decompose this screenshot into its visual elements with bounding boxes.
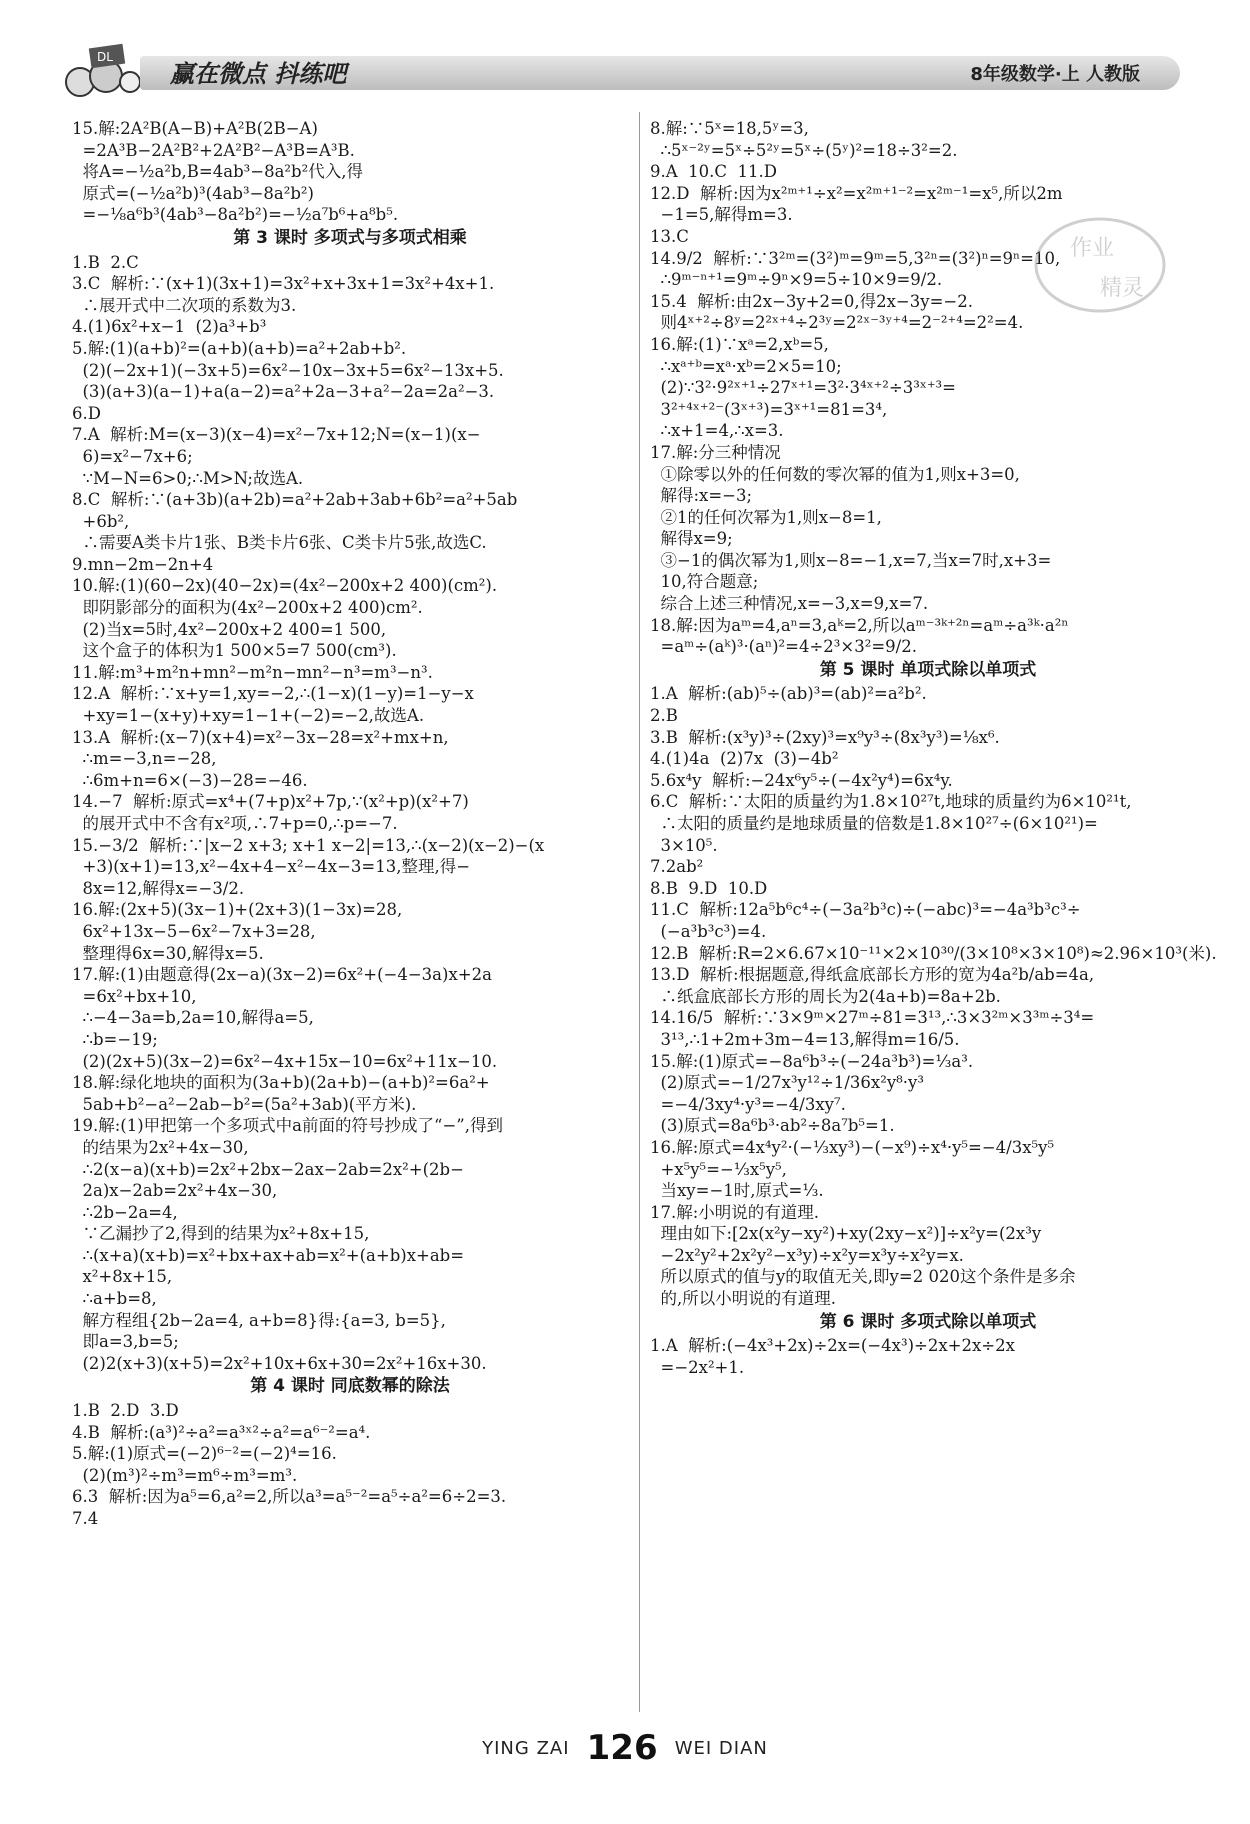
answer-line: ∴5ˣ⁻²ʸ=5ˣ÷5²ʸ=5ˣ÷(5ʸ)²=18÷3²=2. [650, 140, 958, 160]
answer-line: 13.D 解析:根据题意,得纸盒底部长方形的宽为4a²b/ab=4a, [650, 965, 1095, 985]
left-column [72, 118, 628, 1530]
answer-line: ∴6m+n=6×(−3)−28=−46. [72, 770, 308, 790]
answer-line: 14.9/2 解析:∵3²ᵐ=(3²)ᵐ=9ᵐ=5,3²ⁿ=(3²)ⁿ=9ⁿ=10, [650, 248, 1061, 268]
answer-line: 16.解:(1)∵xᵃ=2,xᵇ=5, [650, 334, 829, 354]
answer-line: ∴m=−3,n=−28, [72, 749, 217, 769]
answer-line: 19.解:(1)甲把第一个多项式中a前面的符号抄成了“−”,得到 [72, 1116, 503, 1136]
answer-line: 11.解:m³+m²n+mn²−m²n−mn²−n³=m³−n³. [72, 662, 433, 682]
answer-line: 13.A 解析:(x−7)(x+4)=x²−3x−28=x²+mx+n, [72, 727, 449, 747]
footer-right-text: WEI DIAN [674, 1737, 768, 1759]
answer-line: 即阴影部分的面积为(4x²−200x+2 400)cm². [72, 598, 423, 618]
answer-line: 12.A 解析:∵x+y=1,xy=−2,∴(1−x)(1−y)=1−y−x [72, 684, 474, 704]
page-number: 126 [586, 1728, 658, 1768]
answer-line: ①除零以外的任何数的零次幂的值为1,则x+3=0, [650, 464, 1020, 484]
answer-line: x²+8x+15, [72, 1267, 173, 1287]
answer-line: 10,符合题意; [650, 572, 759, 592]
answer-line: 1.B 2.C [72, 252, 139, 272]
answer-line: 这个盒子的体积为1 500×5=7 500(cm³). [72, 641, 397, 661]
answer-line: (2)当x=5时,4x²−200x+2 400=1 500, [72, 619, 387, 639]
answer-line: 当xy=−1时,原式=⅓. [650, 1181, 824, 1201]
answer-line: 1.A 解析:(−4x³+2x)÷2x=(−4x³)÷2x+2x÷2x [650, 1336, 1015, 1356]
answer-line: (3)原式=8a⁶b³·ab²÷8a⁷b⁵=1. [650, 1116, 895, 1136]
answer-line: 3.B 解析:(x³y)³÷(2xy)³=x⁹y³÷(8x³y³)=⅛x⁶. [650, 727, 1000, 747]
answer-line: 16.解:(2x+5)(3x−1)+(2x+3)(1−3x)=28, [72, 900, 403, 920]
answer-line: 4.(1)4a (2)7x (3)−4b² [650, 749, 839, 769]
svg-text:作业: 作业 [1070, 236, 1115, 261]
answer-line: =−4/3xy⁴·y³=−4/3xy⁷. [650, 1094, 846, 1114]
answer-line: ∴需要A类卡片1张、B类卡片6张、C类卡片5张,故选C. [72, 533, 487, 553]
answer-line: 1.A 解析:(ab)⁵÷(ab)³=(ab)²=a²b². [650, 684, 927, 704]
answer-line: 17.解:分三种情况 [650, 442, 781, 462]
answer-line: 3.C 解析:∵(x+1)(3x+1)=3x²+x+3x+1=3x²+4x+1. [72, 274, 495, 294]
answer-line: −1=5,解得m=3. [650, 205, 793, 225]
answer-line: ∴太阳的质量约是地球质量的倍数是1.8×10²⁷÷(6×10²¹)= [650, 814, 1098, 833]
answer-line: 9.mn−2m−2n+4 [72, 554, 214, 574]
answer-line: 9.A 10.C 11.D [650, 162, 777, 182]
footer-left-text: YING ZAI [482, 1737, 570, 1759]
answer-line: (2)(m³)²÷m³=m⁶÷m³=m³. [72, 1465, 298, 1485]
answer-line: ∵乙漏抄了2,得到的结果为x²+8x+15, [72, 1224, 370, 1244]
answer-line: 4.B 解析:(a³)²÷a²=a³ˣ²÷a²=a⁶⁻²=a⁴. [72, 1422, 371, 1442]
page-footer [0, 1728, 1250, 1768]
answer-line: 3×10⁵. [650, 835, 718, 855]
answer-line: 即a=3,b=5; [72, 1332, 179, 1352]
answer-line: +6b², [72, 511, 130, 531]
answer-line: 17.解:小明说的有道理. [650, 1202, 820, 1222]
answer-line: 3²⁺⁴ˣ⁺²⁻(3ˣ⁺³)=3ˣ⁺¹=81=3⁴, [650, 399, 888, 419]
answer-line: 原式=(−½a²b)³(4ab³−8a²b²) [72, 183, 314, 203]
answer-line: 15.解:2A²B(A−B)+A²B(2B−A) [72, 119, 318, 138]
answer-line: (2)2(x+3)(x+5)=2x²+10x+6x+30=2x²+16x+30. [72, 1353, 487, 1373]
answer-line: 6.D [72, 403, 101, 423]
answer-line: 8x=12,解得x=−3/2. [72, 878, 245, 898]
watermark-stamp-icon [1030, 210, 1170, 320]
answer-line: 7.2ab² [650, 857, 704, 877]
answer-line: ∴a+b=8, [72, 1289, 157, 1309]
answer-line: =−2x²+1. [650, 1357, 745, 1377]
answer-line: 8.C 解析:∵(a+3b)(a+2b)=a²+2ab+3ab+6b²=a²+5ab [72, 490, 518, 510]
answer-line: ③−1的偶次幂为1,则x−8=−1,x=7,当x=7时,x+3= [650, 550, 1052, 570]
answer-line: (2)(−2x+1)(−3x+5)=6x²−10x−3x+5=6x²−13x+5. [72, 360, 504, 380]
answer-line: 的,所以小明说的有道理. [650, 1289, 836, 1309]
answer-line: 6.C 解析:∵太阳的质量约为1.8×10²⁷t,地球的质量约为6×10²¹t, [650, 792, 1132, 812]
answer-line: 1.B 2.D 3.D [72, 1401, 179, 1421]
answer-line: 8.解:∵5ˣ=18,5ʸ=3, [650, 119, 809, 138]
answer-line: ∴x+1=4,∴x=3. [650, 421, 784, 441]
answer-line: 6.3 解析:因为a⁵=6,a²=2,所以a³=a⁵⁻²=a⁵÷a²=6÷2=3. [72, 1487, 507, 1507]
answer-line: 解得:x=−3; [650, 486, 753, 506]
answer-line: 14.16/5 解析:∵3×9ᵐ×27ᵐ÷81=3¹³,∴3×3²ᵐ×3³ᵐ÷3⁴= [650, 1008, 1095, 1028]
answer-line: 5.6x⁴y 解析:−24x⁶y⁵÷(−4x²y⁴)=6x⁴y. [650, 770, 953, 790]
answer-line: +x⁵y⁵=−⅓x⁵y⁵, [650, 1159, 787, 1179]
answer-line: 将A=−½a²b,B=4ab³−8a²b²代入,得 [72, 162, 363, 182]
section-heading: 第 4 课时 同底数幂的除法 [250, 1376, 450, 1397]
answer-line: =−⅛a⁶b³(4ab³−8a²b²)=−½a⁷b⁶+a⁸b⁵. [72, 205, 399, 225]
answer-line: 14.−7 解析:原式=x⁴+(7+p)x²+7p,∵(x²+p)(x²+7) [72, 792, 469, 812]
answer-line: ∴b=−19; [72, 1029, 158, 1049]
answer-line: 理由如下:[2x(x²y−xy²)+xy(2xy−x²)]÷x²y=(2x³y [650, 1224, 1042, 1244]
brand-title: 赢在微点 抖练吧 [170, 59, 347, 88]
section-heading: 第 3 课时 多项式与多项式相乘 [233, 227, 467, 248]
answer-line: 整理得6x=30,解得x=5. [72, 943, 264, 963]
section-heading: 第 6 课时 多项式除以单项式 [819, 1311, 1037, 1332]
answer-line: ∴纸盒底部长方形的周长为2(4a+b)=8a+2b. [650, 986, 1001, 1006]
answer-line: 18.解:绿化地块的面积为(3a+b)(2a+b)−(a+b)²=6a²+ [72, 1073, 490, 1093]
answer-line: 4.(1)6x²+x−1 (2)a³+b³ [72, 317, 267, 337]
answer-line: 解方程组{2b−2a=4, a+b=8}得:{a=3, b=5}, [72, 1310, 446, 1330]
answer-line: −2x²y²+2x²y²−x³y)÷x²y=x³y÷x²y=x. [650, 1245, 964, 1265]
answer-line: 12.B 解析:R=2×6.67×10⁻¹¹×2×10³⁰/(3×10⁸×3×10⁸)≈2.96×10³(米). [650, 943, 1217, 963]
answer-line: 2a)x−2ab=2x²+4x−30, [72, 1181, 278, 1201]
answer-line: 8.B 9.D 10.D [650, 878, 768, 898]
answer-line: ∵M−N=6>0;∴M>N;故选A. [72, 468, 304, 488]
answer-line: =6x²+bx+10, [72, 986, 197, 1006]
column-divider [639, 112, 640, 1712]
answer-line: (2)原式=−1/27x³y¹²÷1/36x²y⁸·y³ [650, 1073, 924, 1093]
answer-line: 解得x=9; [650, 529, 733, 549]
answer-line: ∴−4−3a=b,2a=10,解得a=5, [72, 1008, 314, 1028]
answer-line: =aᵐ÷(aᵏ)³·(aⁿ)²=4÷2³×3²=9/2. [650, 637, 917, 657]
answer-line: 7.4 [72, 1509, 99, 1528]
answer-line: 15.4 解析:由2x−3y+2=0,得2x−3y=−2. [650, 291, 973, 311]
answer-line: 16.解:原式=4x⁴y²·(−⅓xy³)−(−x⁹)÷x⁴·y⁵=−4/3x⁵y⁵ [650, 1137, 1055, 1157]
answer-line: 则4ˣ⁺²÷8ʸ=2²ˣ⁺⁴÷2³ʸ=2²ˣ⁻³ʸ⁺⁴=2⁻²⁺⁴=2²=4. [650, 313, 1024, 333]
answer-line: 6)=x²−7x+6; [72, 446, 193, 466]
answer-line: ∴2(x−a)(x+b)=2x²+2bx−2ax−2ab=2x²+(2b− [72, 1159, 464, 1179]
answer-line: 5.解:(1)(a+b)²=(a+b)(a+b)=a²+2ab+b². [72, 338, 407, 358]
answer-line: =2A³B−2A²B²+2A²B²−A³B=A³B. [72, 140, 355, 160]
svg-text:精灵: 精灵 [1100, 276, 1145, 301]
answer-line: +3)(x+1)=13,x²−4x+4−x²−4x−3=13,整理,得− [72, 857, 471, 877]
answer-line: 17.解:(1)由题意得(2x−a)(3x−2)=6x²+(−4−3a)x+2a [72, 965, 492, 985]
answer-line: ∴(x+a)(x+b)=x²+bx+ax+ab=x²+(a+b)x+ab= [72, 1245, 465, 1265]
answer-line: ∴2b−2a=4, [72, 1202, 178, 1222]
answer-line: (2)∵3²·9²ˣ⁺¹÷27ˣ⁺¹=3²·3⁴ˣ⁺²÷3³ˣ⁺³= [650, 378, 956, 398]
answer-line: 18.解:因为aᵐ=4,aⁿ=3,aᵏ=2,所以aᵐ⁻³ᵏ⁺²ⁿ=aᵐ÷a³ᵏ·a²ⁿ [650, 615, 1069, 635]
answer-line: 11.C 解析:12a⁵b⁶c⁴÷(−3a²b³c)÷(−abc)³=−4a³b³c³÷ [650, 900, 1081, 920]
answer-line: 5.解:(1)原式=(−2)⁶⁻²=(−2)⁴=16. [72, 1444, 337, 1464]
answer-line: 7.A 解析:M=(x−3)(x−4)=x²−7x+12;N=(x−1)(x− [72, 425, 481, 445]
answer-line: 15.−3/2 解析:∵|x−2 x+3; x+1 x−2|=13,∴(x−2)(x−2)−(x [72, 835, 545, 855]
answer-line: 5ab+b²−a²−2ab−b²=(5a²+3ab)(平方米). [72, 1094, 417, 1114]
answer-line: 所以原式的值与y的取值无关,即y=2 020这个条件是多余 [650, 1267, 1076, 1287]
section-heading: 第 5 课时 单项式除以单项式 [819, 659, 1037, 680]
answer-line: ∴xᵃ⁺ᵇ=xᵃ·xᵇ=2×5=10; [650, 356, 842, 376]
logo-text: DL [97, 50, 113, 64]
page-header [60, 42, 1200, 102]
answer-line: ∴9ᵐ⁻ⁿ⁺¹=9ᵐ÷9ⁿ×9=5÷10×9=9/2. [650, 270, 943, 290]
answer-line: 6x²+13x−5−6x²−7x+3=28, [72, 921, 316, 941]
answer-line: 2.B [650, 706, 678, 726]
answer-line: 13.C [650, 226, 689, 246]
answer-line: 综合上述三种情况,x=−3,x=9,x=7. [650, 594, 929, 614]
answer-line: (−a³b³c³)=4. [650, 921, 767, 941]
answer-line: 的展开式中不含有x²项,∴7+p=0,∴p=−7. [72, 814, 398, 833]
answer-line: (2)(2x+5)(3x−2)=6x²−4x+15x−10=6x²+11x−10. [72, 1051, 498, 1071]
answer-line: ②1的任何次幂为1,则x−8=1, [650, 507, 882, 527]
answer-line: 15.解:(1)原式=−8a⁶b³÷(−24a³b³)=⅓a³. [650, 1051, 974, 1071]
grade-subject-label: 8年级数学·上 人教版 [970, 64, 1140, 85]
answer-line: 3¹³,∴1+2m+3m−4=13,解得m=16/5. [650, 1029, 960, 1049]
answer-line: +xy=1−(x+y)+xy=1−1+(−2)=−2,故选A. [72, 706, 425, 726]
answer-line: (3)(a+3)(a−1)+a(a−2)=a²+2a−3+a²−2a=2a²−3. [72, 382, 495, 402]
answer-line: 10.解:(1)(60−2x)(40−2x)=(4x²−200x+2 400)(cm²). [72, 576, 498, 596]
answer-line: ∴展开式中二次项的系数为3. [72, 295, 297, 315]
answer-line: 的结果为2x²+4x−30, [72, 1137, 249, 1157]
answer-line: 12.D 解析:因为x²ᵐ⁺¹÷x²=x²ᵐ⁺¹⁻²=x²ᵐ⁻¹=x⁵,所以2m [650, 183, 1063, 203]
